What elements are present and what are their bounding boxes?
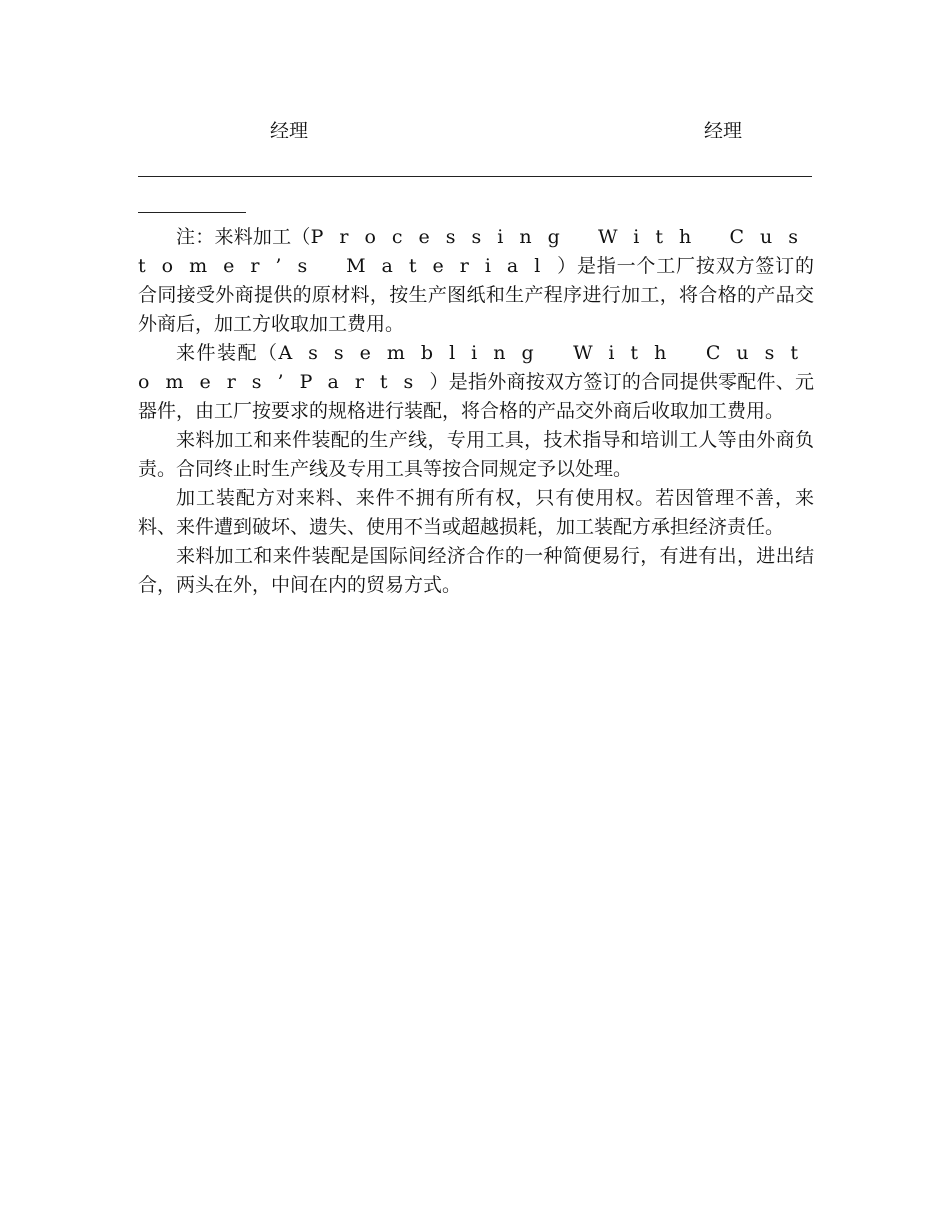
note-paragraph-assembling [138,339,814,426]
note-paragraph-ownership: 加工装配方对来料、来件不拥有所有权，只有使用权。若因管理不善，来料、来件遭到破坏、遗失、使用不当或超越损耗，加工装配方承担经济责任。 [138,487,814,538]
note-prefix: 注：来料加工（ [176,226,311,248]
english-term: Processing With Customer’s Material [138,226,814,277]
english-term: Assembling With Customers’Parts [138,342,814,393]
signature-label-left: 经理 [270,120,309,142]
notes-section [138,223,814,600]
note-prefix: 来件装配（ [176,342,279,364]
signature-rule-line [138,176,812,177]
footnote-separator-line [138,212,246,213]
note-body: ）是指外商按双方签订的合同提供零配件、元器件，由工厂按要求的规格进行装配，将合格的产品交外商后收取加工费用。 [138,371,814,422]
note-paragraph-production-line: 来料加工和来件装配的生产线，专用工具，技术指导和培训工人等由外商负责。合同终止时生产线及专用工具等按合同规定予以处理。 [138,429,814,480]
note-body: ）是指一个工厂按双方签订的合同接受外商提供的原材料，按生产图纸和生产程序进行加工，将合格的产品交外商后，加工方收取加工费用。 [138,255,814,335]
note-paragraph-trade-mode: 来料加工和来件装配是国际间经济合作的一种简便易行，有进有出，进出结合，两头在外，中间在内的贸易方式。 [138,545,814,596]
signature-label-right: 经理 [704,120,743,142]
note-paragraph-processing [138,223,814,339]
